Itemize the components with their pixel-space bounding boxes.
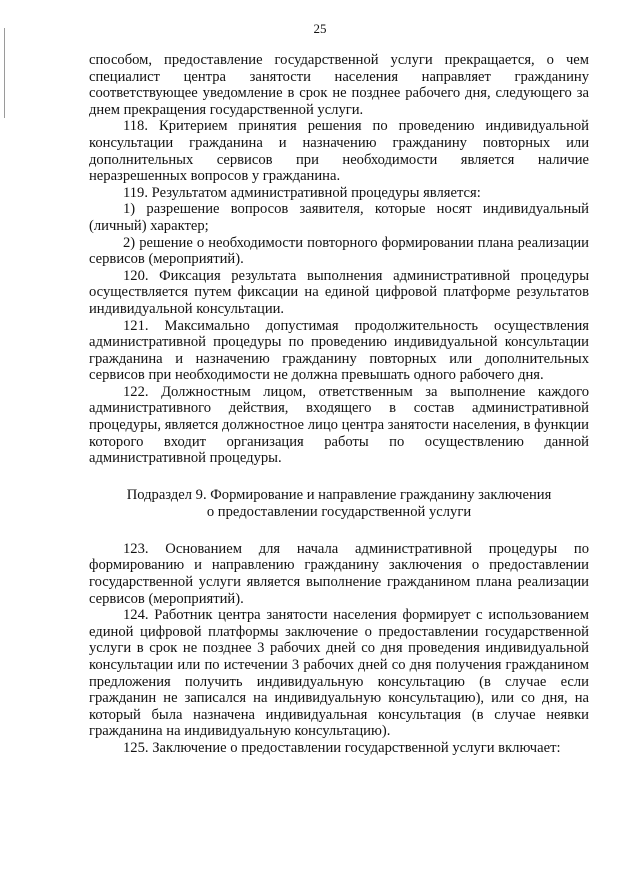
paragraph-120: 120. Фиксация результата выполнения административной процедуры осуществляется путем фиксации на единой цифровой платформе результатов индивидуальной консультации. (89, 267, 589, 317)
paragraph-119: 119. Результатом административной процедуры является: (123, 184, 481, 201)
scan-margin-line (4, 28, 5, 118)
subsection-heading (89, 487, 589, 521)
paragraph-125: 125. Заключение о предоставлении государственной услуги включает: (123, 739, 561, 756)
paragraph-continuation: способом, предоставление государственной услуги прекращается, о чем специалист центра занятости населения направляет гражданину соответствующее уведомление в срок не позднее рабочего дня, следующего за днем прекращения государственной услуги. (89, 52, 589, 118)
document-body (89, 52, 589, 757)
subsection-heading-line2: о предоставлении государственной услуги (206, 503, 472, 520)
paragraph-121: 121. Максимально допустимая продолжительность осуществления административной процедуры по проведению индивидуальной консультации гражданина и назначению гражданину повторных или дополнительных сервисов при необходимости не должна превышать одного рабочего дня. (89, 317, 589, 384)
subsection-heading-line1: Подраздел 9. Формирование и направление гражданину заключения (126, 486, 552, 503)
paragraph-122: 122. Должностным лицом, ответственным за выполнение каждого административного действия, входящего в состав административной процедуры, является должностное лицо центра занятости населения, в функции которого входит организация работы по осуществлению данной административной процедуры. (89, 383, 589, 467)
page-number: 25 (313, 21, 327, 36)
paragraph-118: 118. Критерием принятия решения по проведению индивидуальной консультации гражданина и назначению гражданину повторных или дополнительных сервисов при необходимости является наличие неразрешенных вопросов у гражданина. (89, 118, 589, 185)
paragraph-123: 123. Основанием для начала административной процедуры по формированию и направлению гражданину заключения о предоставлении государственной услуги является выполнение гражданином плана реализации сервисов (мероприятий). (89, 540, 589, 607)
list-item-1: 1) разрешение вопросов заявителя, которые носят индивидуальный (личный) характер; (89, 201, 589, 234)
list-item-2: 2) решение о необходимости повторного формировании плана реализации сервисов (мероприятий). (89, 234, 589, 268)
paragraph-124: 124. Работник центра занятости населения формирует с использованием единой цифровой платформы заключение о предоставлении государственной услуги в срок не позднее 3 рабочих дней со дня проведения индивидуальной консультации или по истечении 3 рабочих дней со дня получения гражданином предложения получить индивидуальную консультацию (в случае если гражданин не записался на индивидуальную консультацию), или со дня, на который была назначена индивидуальная консультация (в случае неявки гражданина на индивидуальную консультацию). (89, 607, 589, 740)
